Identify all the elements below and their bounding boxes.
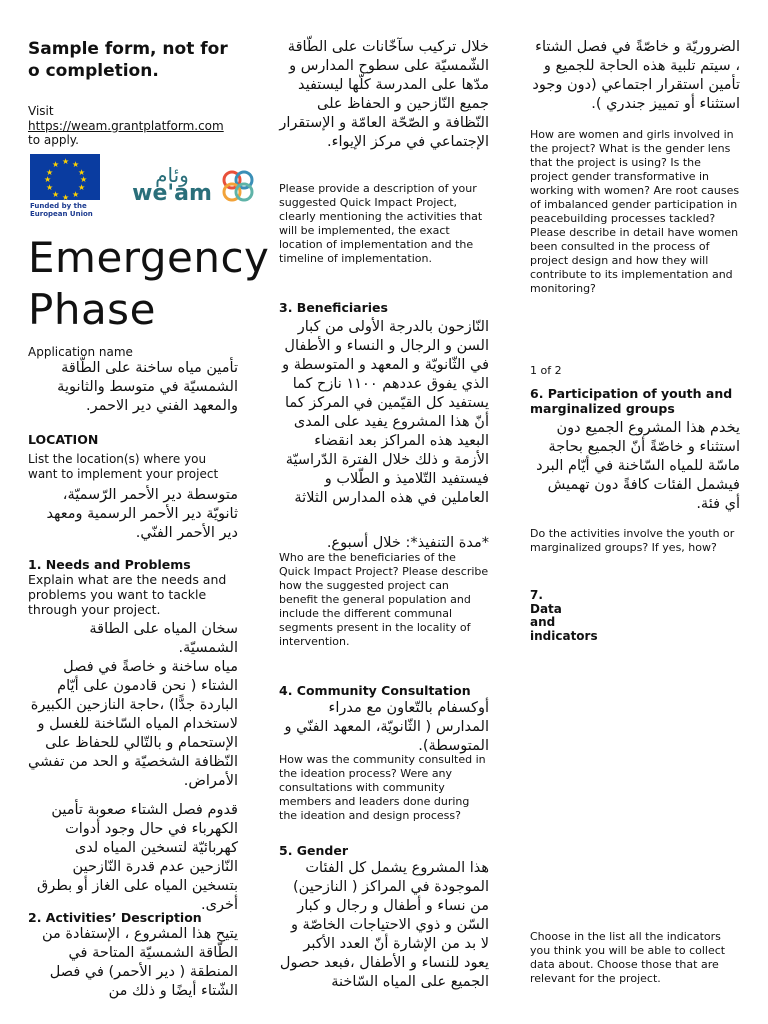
eu-caption: Funded by the European Union: [30, 202, 93, 218]
gender-question: How are women and girls involved in the project? What is the gender lens that the project is using? Is the project gender transformative in working with women? Are root causes of imbalanced gender participation in peacebuilding processes tackled? Please describe in detail have women been consulted in the process of project design and how they will contribute to its implementation and monitoring?: [530, 128, 740, 295]
data-indicators-heading: 7. Data and indicators: [530, 588, 598, 644]
activities-question: Please provide a description of your suggested Quick Impact Project, clearly mentioning the activities that will be implemented, the exact location of implementation and the timeline of implementation.: [279, 182, 483, 265]
community-question: How was the community consulted in the ideation process? Were any consultations with community members and leaders done during the ideation and design process?: [279, 753, 486, 822]
activities-heading: 2. Activities’ Description: [28, 910, 202, 925]
needs-answer-3: قدوم فصل الشتاء صعوبة تأمين الكهرباء في حال وجود أدوات كهربائيّة لتسخين المياه لدى النّازحين عدم قدرة النّازحين بتسخين المياه على الغاز أو بطرق أخرى.: [37, 802, 238, 913]
application-name-value: تأمين مياه ساخنة على الطّاقة الشمسيّة في متوسط والثانوية والمعهد الفني دير الاحمر.: [57, 360, 238, 414]
weam-rings-icon: [218, 166, 258, 206]
beneficiaries-heading: 3. Beneficiaries: [279, 300, 388, 315]
visit-line: [28, 104, 238, 148]
youth-heading: 6. Participation of youth and marginalized groups: [530, 386, 733, 416]
visit-label: Visit: [28, 104, 54, 118]
youth-answer: يخدم هذا المشروع الجميع دون استثناء و خاصّةً أنّ الجميع بحاجة ماسّة للمياه السّاخنة في أيّام البرد فيشمل الفئات كافةً دون تهميش أي فئة.: [536, 420, 740, 512]
gender-answer-1: هذا المشروع يشمل كل الفئات الموجودة في المراكز ( النازحين) من نساء و أطفال و رجال و كبار السّن و ذوي الاحتياجات الخاصّة و لا بد من الإشارة أنّ العدد الأكبر يعود للنساء و الأطفال ،فبعد حصول الجميع على المياه السّاخنة: [279, 860, 489, 990]
page-title: Emergency Phase: [28, 233, 270, 334]
eu-flag-icon: ★ ★ ★ ★ ★ ★ ★ ★ ★ ★ ★ ★: [30, 154, 100, 200]
beneficiaries-duration: *مدة التنفيذ*: خلال أسبوع.: [326, 535, 489, 551]
activities-answer-1: يتيح هذا المشروع ، الإستفادة من الطّاقة الشمسيّة المتاحة في المنطقة ( دير الأحمر) في فصل الشّتاء أيضًا و ذلك من: [41, 926, 238, 999]
beneficiaries-question: Who are the beneficiaries of the Quick Impact Project? Please describe how the suggested project can benefit the general population and include the different communal segments present in the locality of intervention.: [279, 551, 489, 648]
beneficiaries-answer: النّازحون بالدرجة الأولى من كبار السن و الرجال و النساء و الأطفال في الثّانويّة و المعهد و المتوسطة و الذي يفوق عددهم ١١٠٠ نازح كما يستفيد كل القيّمين في المركز كما أنّ هذا المشروع يفيد على المدى البعيد هذه المراكز بعد انقضاء الأزمة و ذلك خلال الفترة الدّراسيّة فيستفيد التّلاميذ و الطّلاب و العاملين في هذه المدارس الثلاثة: [282, 319, 489, 506]
platform-link[interactable]: https://weam.grantplatform.com: [28, 118, 224, 133]
eu-logo: [30, 154, 110, 218]
community-answer: أوكسفام بالتّعاون مع مدراء المدارس ( الثّانويّة، المعهد الفنّي و المتوسطة).: [284, 700, 489, 754]
needs-answer-2: مياه ساخنة و خاصةً في فصل الشتاء ( نحن قادمون على أيّام الباردة جدًّا) ،حاجة النازحين الكبيرة لاستخدام المياه السّاخنة للغسل و الإستحمام و بالتّالي للحفاظ على النّظافة الشخصيّة و الحد من تفشي الأمراض.: [28, 659, 238, 789]
weam-arabic-text: وئام: [155, 163, 189, 187]
apply-text: to apply.: [28, 133, 79, 147]
activities-answer-2: خلال تركيب سآخّانات على الطّاقة الشّمسيّة على سطوح المدارس و مدّها على المدرسة كلّها ليستفيد جميع النّازحين و الحفاظ على النّظافة و الصّحّة العامّة و الإستقرار الإجتماعي في مركز الإيواء.: [279, 39, 489, 150]
community-heading: 4. Community Consultation: [279, 683, 471, 698]
location-answer: متوسطة دير الأحمر الرّسميّة، ثانويّة دير الأحمر الرسمية ومعهد دير الأحمر الفنّي.: [46, 487, 238, 541]
needs-answer-1: سخان المياه على الطاقة الشمسيّة.: [89, 621, 238, 656]
needs-question: Explain what are the needs and problems you want to tackle through your project.: [28, 572, 227, 617]
location-heading: LOCATION: [28, 432, 99, 447]
gender-heading: 5. Gender: [279, 843, 349, 858]
gender-answer-2: الضروريّة و خاصّةً في فصل الشتاء ، سيتم تلبية هذه الحاجة للجميع و تأمين استقرار اجتماعي (دون وجود استثناء أو تمييز جندري ).: [532, 39, 740, 112]
form-notice: Sample form, not for o completion.: [28, 39, 228, 81]
application-name-label: Application name: [28, 345, 133, 359]
youth-question: Do the activities involve the youth or marginalized groups? If yes, how?: [530, 527, 735, 554]
needs-heading: 1. Needs and Problems: [28, 557, 191, 572]
location-question: List the location(s) where you want to implement your project: [28, 452, 219, 481]
weam-latin-text: we'am: [132, 181, 212, 206]
data-indicators-question: Choose in the list all the indicators you think you will be able to collect data about. Choose those that are relevant for the project.: [530, 930, 726, 985]
weam-logo: [132, 164, 262, 210]
page-number: 1 of 2: [530, 364, 562, 377]
